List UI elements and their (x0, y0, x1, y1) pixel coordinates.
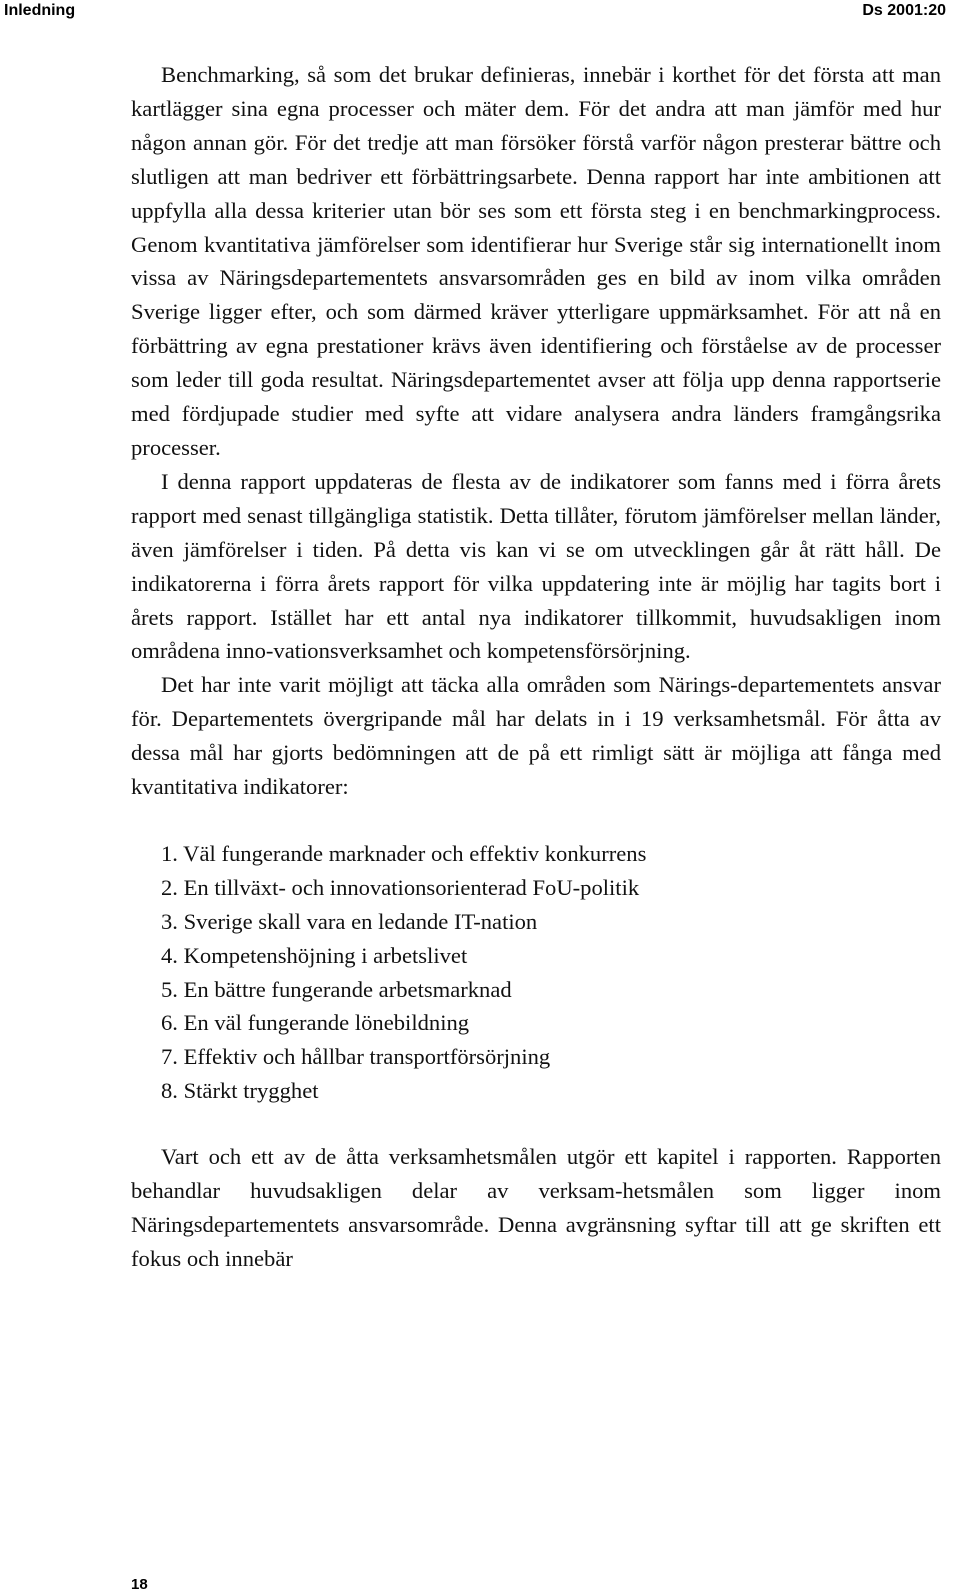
list-item: 6. En väl fungerande lönebildning (161, 1010, 470, 1036)
list-item: 3. Sverige skall vara en ledande IT-nation (161, 908, 538, 934)
page-number: 18 (131, 1576, 148, 1593)
list-item: 5. En bättre fungerande arbetsmarknad (161, 976, 512, 1002)
list-item: 4. Kompetenshöjning i arbetslivet (161, 942, 468, 968)
body-text (131, 58, 941, 1276)
list-item: 7. Effektiv och hållbar transportförsörjning (161, 1044, 551, 1070)
goal-list (131, 837, 941, 1108)
list-item: 8. Stärkt trygghet (161, 1078, 319, 1104)
paragraph: Benchmarking, så som det brukar definieras, innebär i korthet för det första att man kartlägger sina egna processer och mäter dem. För det andra att man jämför med hur någon annan gör. För det tredje att man försöker förstå varför någon presterar bättre och slutligen att man bedriver ett förbättringsarbete. Denna rapport har inte ambitionen att uppfylla alla dessa kriterier utan bör ses som ett första steg i en benchmarkingprocess. Genom kvantitativa jämförelser som identifierar hur Sverige står sig internationellt inom vissa av Näringsdepartementets ansvarsområden ges en bild av inom vilka områden Sverige ligger efter, och som därmed kräver ytterligare uppmärksamhet. För att nå en förbättring av egna prestationer krävs även identifiering och förståelse av de processer som leder till goda resultat. Näringsdepartementet avser att följa upp denna rapportserie med fördjupade studier med syfte att vidare analysera andra länders framgångsrika processer. (131, 62, 941, 460)
paragraph: I denna rapport uppdateras de flesta av de indikatorer som fanns med i förra årets rapport med senast tillgängliga statistik. Detta tillåter, förutom jämförelser mellan länder, även jämförelser i tiden. På detta vis kan vi se om utvecklingen går åt rätt håll. De indikatorerna i förra årets rapport för vilka uppdatering inte är möjlig har tagits bort i årets rapport. Istället har ett antal nya indikatorer tillkommit, huvudsakligen inom områdena inno-vationsverksamhet och kompetensförsörjning. (131, 468, 941, 664)
list-item: 2. En tillväxt- och innovationsorienterad FoU-politik (161, 874, 640, 900)
paragraph: Det har inte varit möjligt att täcka alla områden som Närings-departementets ansvar för. Departementets övergripande mål har delats in i 19 verksamhetsmål. För åtta av dessa mål har gjorts bedömningen att de på ett rimligt sätt är möjliga att fånga med kvantitativa indikatorer: (131, 672, 941, 800)
running-head (0, 0, 960, 22)
document-id: Ds 2001:20 (862, 2, 946, 19)
list-item: 1. Väl fungerande marknader och effektiv konkurrens (161, 840, 647, 866)
section-title: Inledning (4, 2, 76, 19)
paragraph: Vart och ett av de åtta verksamhetsmålen utgör ett kapitel i rapporten. Rapporten behandlar huvudsakligen delar av verksam-hetsmålen som ligger inom Näringsdepartementets ansvarsområde. Denna avgränsning syftar till att ge skriften ett fokus och innebär (131, 1144, 941, 1271)
